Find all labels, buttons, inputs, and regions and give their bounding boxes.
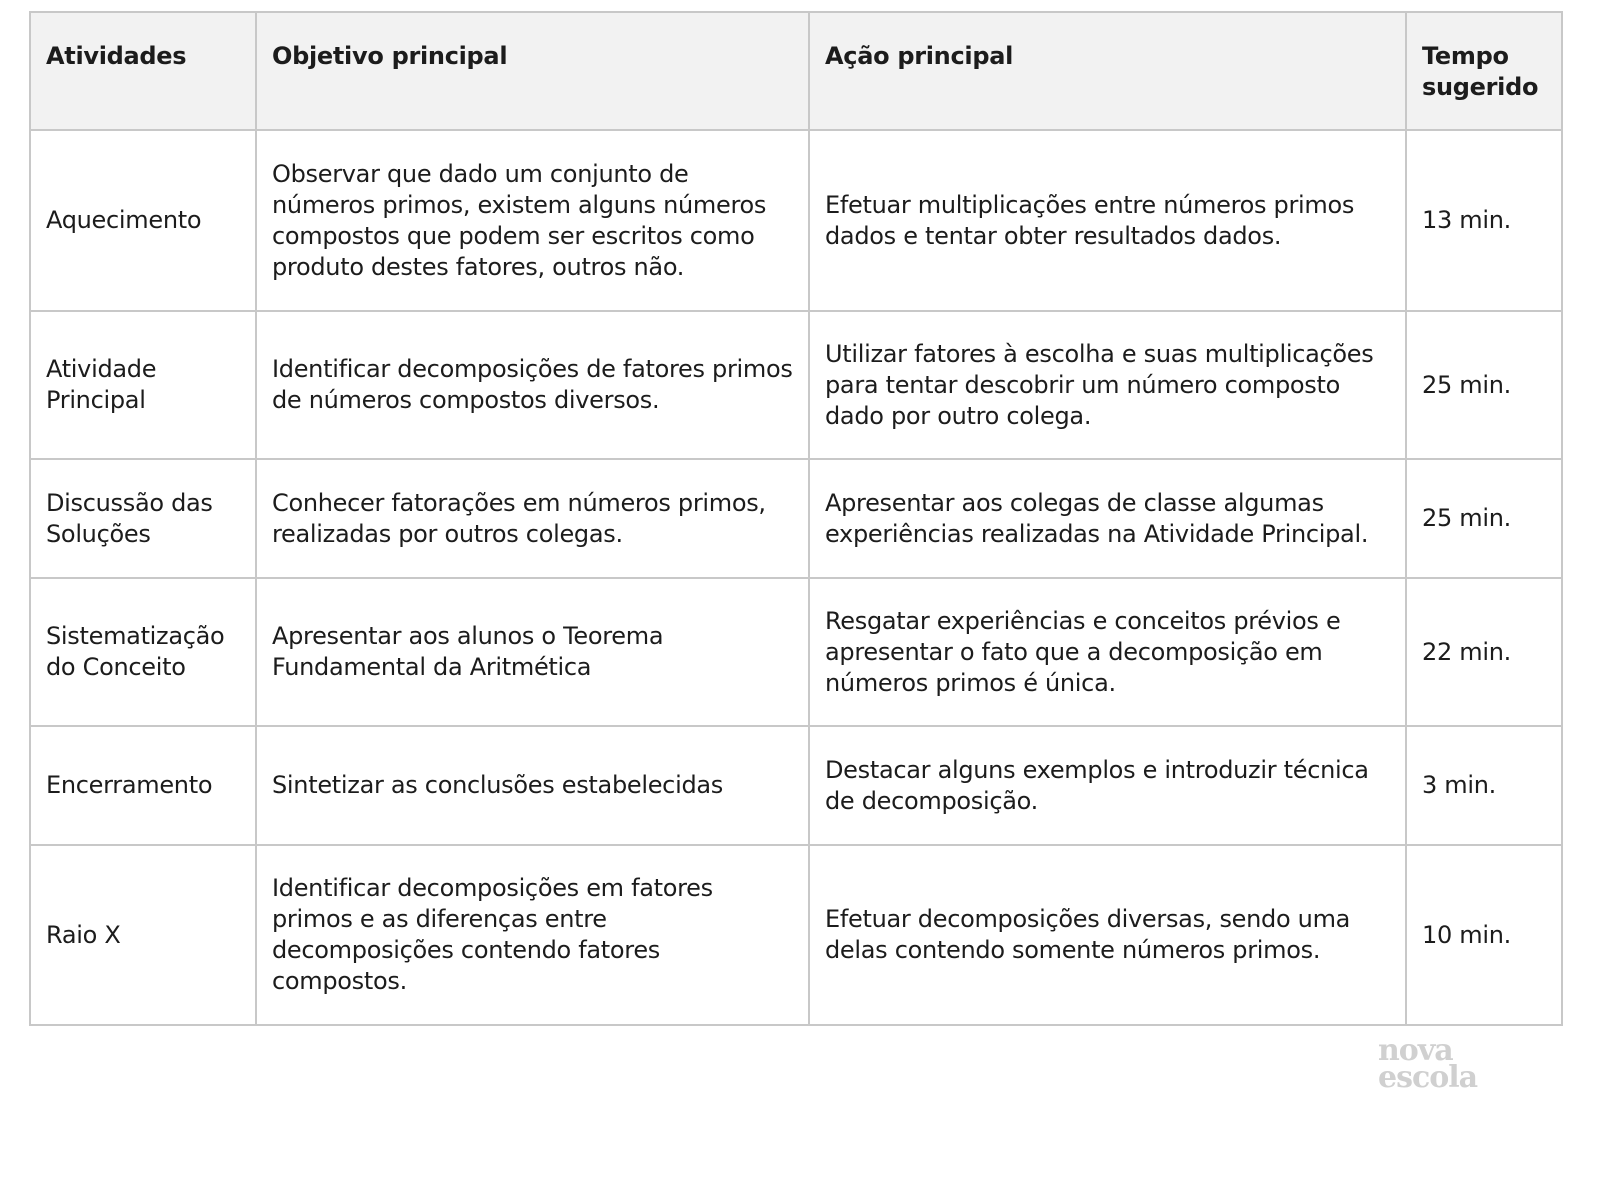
cell-atividade: Aquecimento (30, 130, 256, 311)
cell-atividade: Sistematização do Conceito (30, 578, 256, 726)
table-row (30, 578, 1562, 726)
header-acao: Ação principal (809, 12, 1406, 130)
cell-tempo: 25 min. (1406, 459, 1562, 578)
cell-tempo: 25 min. (1406, 311, 1562, 459)
header-objetivo: Objetivo principal (256, 12, 809, 130)
cell-acao: Destacar alguns exemplos e introduzir técnica de decomposição. (809, 726, 1406, 845)
header-row (30, 12, 1562, 130)
cell-objetivo: Sintetizar as conclusões estabelecidas (256, 726, 809, 845)
cell-objetivo: Identificar decomposições de fatores primos de números compostos diversos. (256, 311, 809, 459)
lesson-plan-table (29, 11, 1563, 1026)
cell-atividade: Encerramento (30, 726, 256, 845)
header-tempo: Tempo sugerido (1406, 12, 1562, 130)
logo-line-2: escola (1378, 1060, 1478, 1095)
cell-tempo: 22 min. (1406, 578, 1562, 726)
cell-acao: Utilizar fatores à escolha e suas multiplicações para tentar descobrir um número composto dado por outro colega. (809, 311, 1406, 459)
table-header (30, 12, 1562, 130)
cell-acao: Efetuar decomposições diversas, sendo uma delas contendo somente números primos. (809, 845, 1406, 1025)
nova-escola-logo (1378, 1033, 1498, 1095)
table-row (30, 459, 1562, 578)
logo-line-1: nova (1378, 1033, 1453, 1068)
cell-tempo: 13 min. (1406, 130, 1562, 311)
table-row (30, 130, 1562, 311)
cell-acao: Efetuar multiplicações entre números primos dados e tentar obter resultados dados. (809, 130, 1406, 311)
cell-tempo: 3 min. (1406, 726, 1562, 845)
cell-objetivo: Observar que dado um conjunto de números primos, existem alguns números compostos que podem ser escritos como produto destes fatores, outros não. (256, 130, 809, 311)
cell-atividade: Atividade Principal (30, 311, 256, 459)
table-body (30, 130, 1562, 1025)
table-row (30, 726, 1562, 845)
cell-acao: Resgatar experiências e conceitos prévios e apresentar o fato que a decomposição em números primos é única. (809, 578, 1406, 726)
cell-objetivo: Apresentar aos alunos o Teorema Fundamental da Aritmética (256, 578, 809, 726)
cell-objetivo: Conhecer fatorações em números primos, realizadas por outros colegas. (256, 459, 809, 578)
cell-acao: Apresentar aos colegas de classe algumas experiências realizadas na Atividade Principal. (809, 459, 1406, 578)
cell-tempo: 10 min. (1406, 845, 1562, 1025)
cell-atividade: Discussão das Soluções (30, 459, 256, 578)
table-row (30, 845, 1562, 1025)
header-atividades: Atividades (30, 12, 256, 130)
cell-objetivo: Identificar decomposições em fatores primos e as diferenças entre decomposições contendo fatores compostos. (256, 845, 809, 1025)
table-row (30, 311, 1562, 459)
cell-atividade: Raio X (30, 845, 256, 1025)
